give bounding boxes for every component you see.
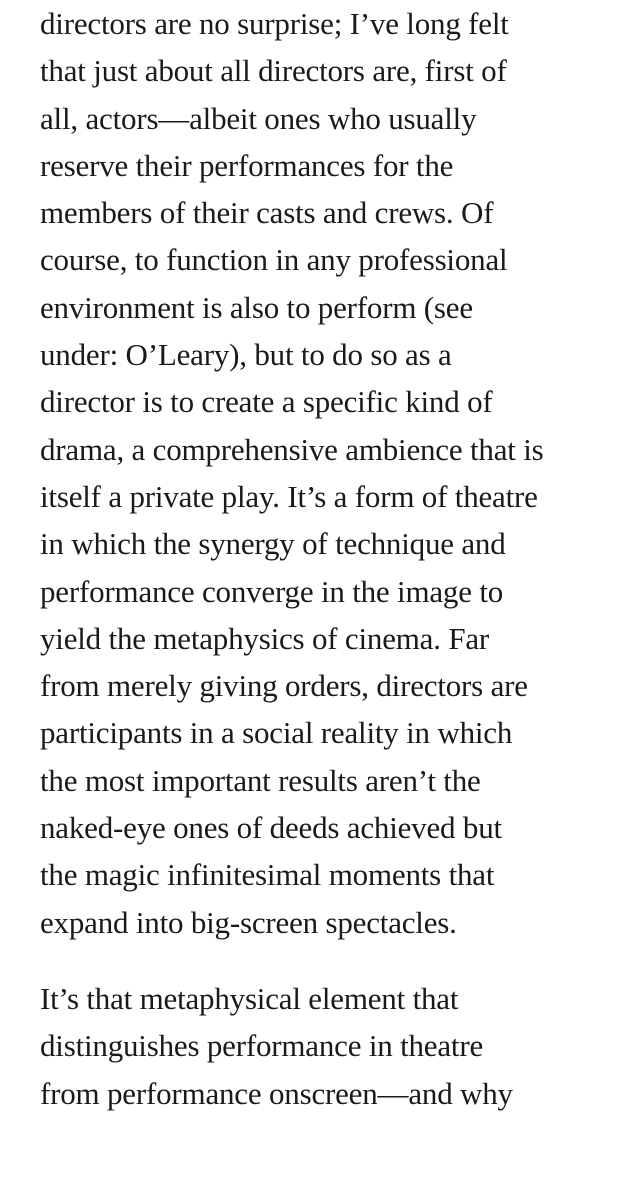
paragraph-2 — [40, 975, 630, 1117]
text-line: the magic infinitesimal moments that — [40, 857, 495, 893]
text-line: the most important results aren’t the — [40, 762, 481, 798]
text-line: from merely giving orders, directors are — [40, 668, 528, 704]
text-line: performance converge in the image to — [40, 573, 504, 609]
text-line: course, to function in any professional — [40, 242, 508, 278]
text-line: distinguishes performance in theatre — [40, 1028, 484, 1064]
text-line: director is to create a specific kind of — [40, 384, 493, 420]
text-line: It’s that metaphysical element that — [40, 980, 459, 1016]
text-line: yield the metaphysics of cinema. Far — [40, 620, 490, 656]
text-line: expand into big-screen spectacles. — [40, 904, 457, 940]
text-line: drama, a comprehensive ambience that is — [40, 431, 544, 467]
text-line: that just about all directors are, first of — [40, 53, 507, 89]
text-line: environment is also to perform (see — [40, 289, 473, 325]
text-line: in which the synergy of technique and — [40, 526, 506, 562]
article-body — [40, 0, 630, 1117]
paragraph-1 — [40, 0, 630, 946]
text-line: reserve their performances for the — [40, 147, 454, 183]
text-line: all, actors—albeit ones who usually — [40, 100, 477, 136]
text-line: under: O’Leary), but to do so as a — [40, 337, 452, 373]
text-line: itself a private play. It’s a form of theatre — [40, 478, 538, 514]
text-line: directors are no surprise; I’ve long felt — [40, 6, 509, 41]
text-line: from performance onscreen—and why — [40, 1075, 513, 1111]
text-line: naked-eye ones of deeds achieved but — [40, 810, 502, 846]
text-line: participants in a social reality in which — [40, 715, 513, 751]
text-line: members of their casts and crews. Of — [40, 195, 494, 231]
